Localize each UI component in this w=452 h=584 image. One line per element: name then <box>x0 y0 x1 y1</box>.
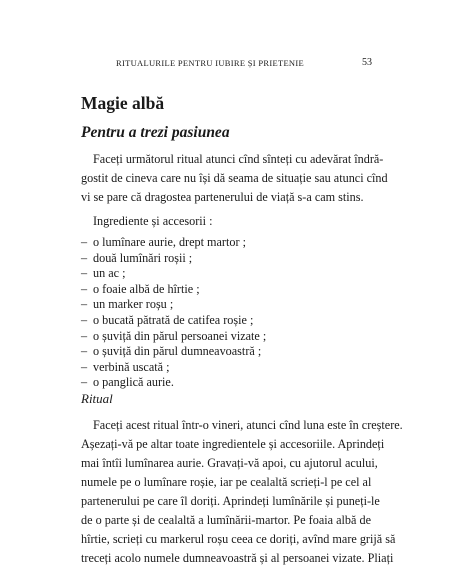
ritual-line: de o parte și de cealaltă a lumînării-martor. Pe foaia albă de <box>81 513 371 527</box>
list-dash: – <box>81 375 88 390</box>
ritual-line: Așezați-vă pe altar toate ingredientele și accesoriile. Aprindeți <box>81 437 385 451</box>
ingredient-item <box>81 282 266 298</box>
ritual-line: treceți acolo numele dumneavoastră și al persoanei vizate. Pliați <box>81 551 394 565</box>
ingredient-text: o șuviță din părul persoanei vizate ; <box>93 328 267 343</box>
ingredient-item <box>81 297 266 313</box>
list-dash: – <box>81 297 88 312</box>
ingredient-item <box>81 251 266 267</box>
list-dash: – <box>81 328 88 343</box>
subsection-title: Pentru a trezi pasiunea <box>81 124 230 141</box>
ingredient-text: o bucată pătrată de catifea roșie ; <box>93 312 254 327</box>
ingredient-item <box>81 329 266 345</box>
ingredient-text: două lumînări roșii ; <box>93 250 193 265</box>
intro-paragraph <box>81 150 388 207</box>
running-head: RITUALURILE PENTRU IUBIRE ȘI PRIETENIE <box>116 58 304 68</box>
ingredient-item <box>81 235 266 251</box>
ingredient-text: un marker roșu ; <box>93 297 174 312</box>
page-number: 53 <box>362 57 372 68</box>
intro-line: vi se pare că dragostea partenerului de viață s-a cam stins. <box>81 190 364 204</box>
list-dash: – <box>81 235 88 249</box>
ingredient-text: o panglică aurie. <box>93 375 174 390</box>
ritual-line: mai întîi lumînarea aurie. Gravați-vă apoi, cu ajutorul acului, <box>81 456 378 470</box>
intro-line: gostit de cineva care nu își dă seama de situație sau atunci cînd <box>81 171 388 185</box>
ingredient-text: verbină uscată ; <box>93 359 170 374</box>
ingredient-item <box>81 313 266 329</box>
list-dash: – <box>81 266 88 281</box>
ingredients-heading: Ingrediente și accesorii : <box>93 214 213 228</box>
ritual-line: partenerului pe care îl doriți. Aprindeți lumînările și puneți-le <box>81 494 380 508</box>
list-dash: – <box>81 250 88 265</box>
ingredient-text: o lumînare aurie, drept martor ; <box>93 235 246 249</box>
ingredient-text: un ac ; <box>93 266 126 281</box>
ingredient-text: o foaie albă de hîrtie ; <box>93 281 200 296</box>
ritual-line: numele pe o lumînare roșie, iar pe cealaltă scrieți-l pe cel al <box>81 475 372 489</box>
ritual-line: hîrtie, scrieți cu markerul roșu ceea ce doriți, avînd mare grijă să <box>81 532 396 546</box>
ingredients-list <box>81 235 266 391</box>
ingredient-item <box>81 375 266 391</box>
ritual-line: Faceți acest ritual într-o vineri, atunci cînd luna este în creștere. <box>93 418 403 432</box>
ingredient-item <box>81 266 266 282</box>
intro-line: Faceți următorul ritual atunci cînd sînteți cu adevărat îndră- <box>93 152 384 166</box>
ingredient-item <box>81 360 266 376</box>
list-dash: – <box>81 281 88 296</box>
list-dash: – <box>81 312 88 327</box>
list-dash: – <box>81 359 88 374</box>
list-dash: – <box>81 344 88 359</box>
ritual-paragraph <box>81 416 403 568</box>
section-title: Magie albă <box>81 93 165 113</box>
ingredient-text: o șuviță din părul dumneavoastră ; <box>93 344 262 359</box>
ritual-title: Ritual <box>81 391 113 406</box>
ingredient-item <box>81 344 266 360</box>
